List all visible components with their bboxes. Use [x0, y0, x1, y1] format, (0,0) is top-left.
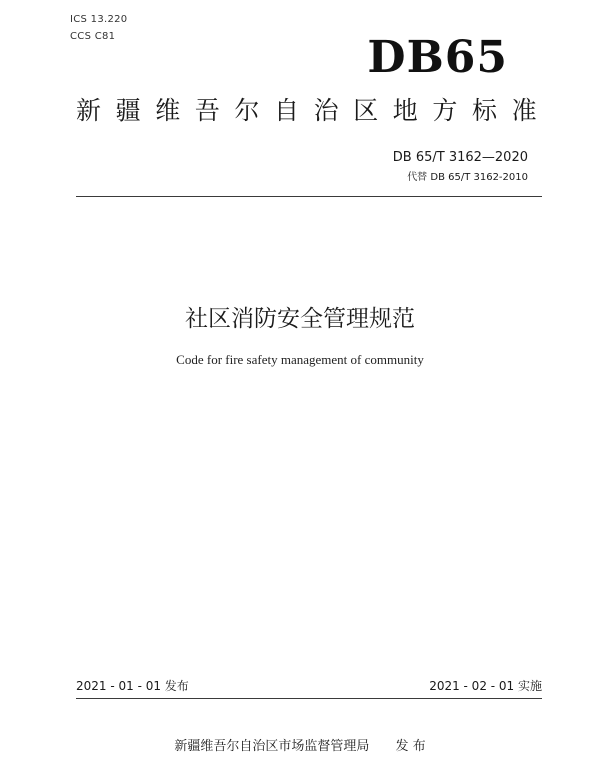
document-title-chinese: 社区消防安全管理规范	[185, 306, 415, 332]
replaces-standard: 代替 DB 65/T 3162-2010	[407, 172, 528, 183]
publication-date: 2021 - 01 - 01 发布	[76, 679, 189, 693]
issuer-action: 发 布	[395, 739, 426, 754]
ccs-code: CCS C81	[70, 31, 116, 42]
implementation-date: 2021 - 02 - 01 实施	[429, 679, 542, 693]
document-title-english: Code for fire safety management of community	[176, 352, 424, 367]
top-divider	[76, 196, 542, 197]
bottom-divider	[76, 698, 542, 699]
ics-code: ICS 13.220	[70, 14, 128, 25]
db-code-logo: DB65	[367, 32, 508, 83]
standard-type-heading: 新疆维吾尔自治区地方标准	[76, 96, 552, 125]
standard-number: DB 65/T 3162—2020	[392, 150, 528, 165]
issuer-name: 新疆维吾尔自治区市场监督管理局	[174, 739, 370, 754]
issuer-line	[0, 735, 600, 754]
